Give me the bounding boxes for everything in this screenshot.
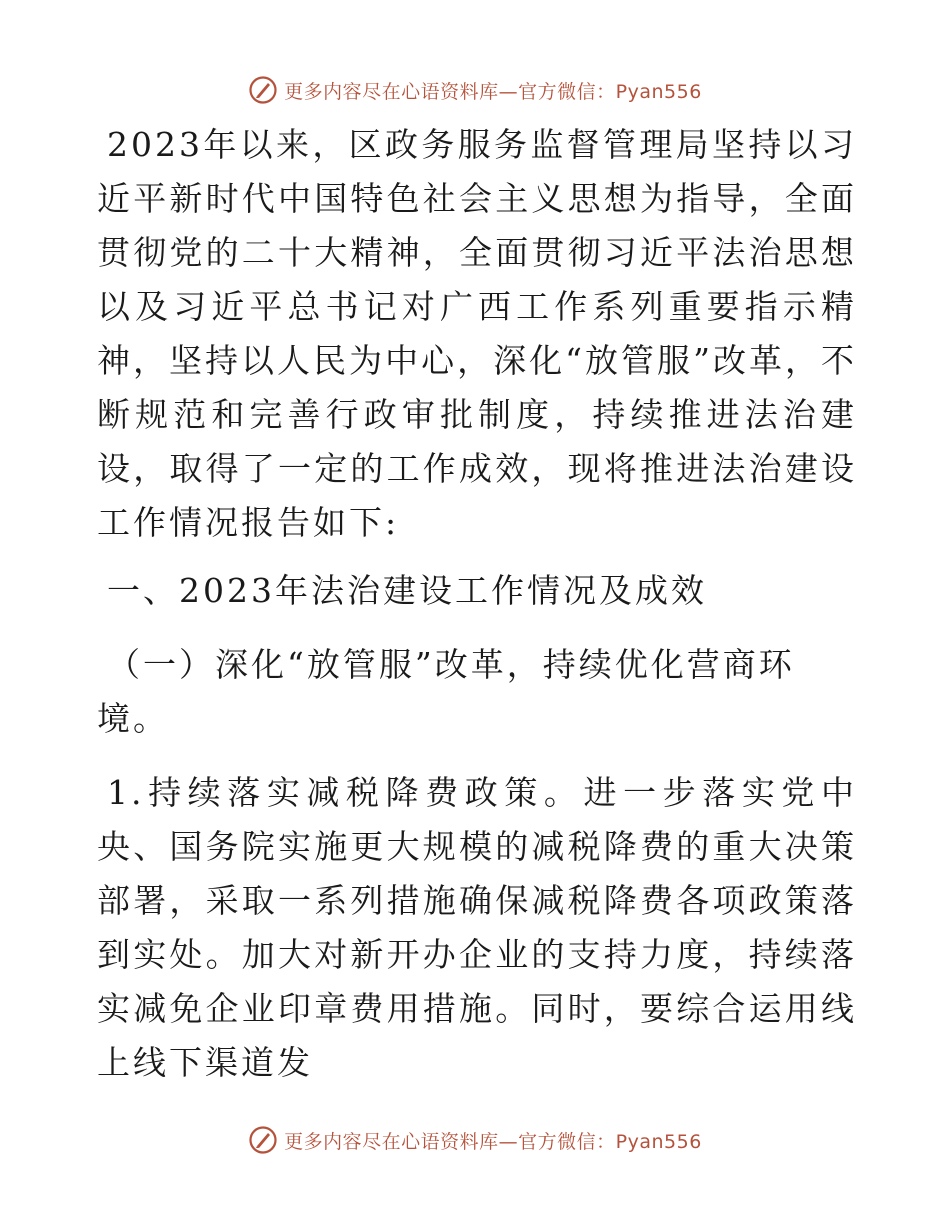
watermark-text: 更多内容尽在心语资料库—官方微信：Pyan556 bbox=[284, 1130, 702, 1153]
quill-seal-icon bbox=[248, 1125, 278, 1155]
item-paragraph: 1.持续落实减税降费政策。进一步落实党中央、国务院实施更大规模的减税降费的重大决策部署，采取一系列措施确保减税降费各项政策落到实处。加大对新开办企业的支持力度，持续落实减免企业印章费用措施。同时，要综合运用线上线下渠道发 bbox=[97, 773, 857, 1082]
document-body bbox=[97, 118, 857, 1090]
section-heading: 一、2023年法治建设工作情况及成效 bbox=[107, 571, 707, 610]
watermark-footer bbox=[0, 1120, 950, 1160]
quill-seal-icon bbox=[248, 75, 278, 105]
intro-paragraph: 2023年以来，区政务服务监督管理局坚持以习近平新时代中国特色社会主义思想为指导，全面贯彻党的二十大精神，全面贯彻习近平法治思想以及习近平总书记对广西工作系列重要指示精神，坚持以人民为中心，深化“放管服”改革，不断规范和完善行政审批制度，持续推进法治建设，取得了一定的工作成效，现将推进法治建设工作情况报告如下: bbox=[97, 125, 857, 542]
watermark-header bbox=[0, 70, 950, 110]
watermark-text: 更多内容尽在心语资料库—官方微信：Pyan556 bbox=[284, 80, 702, 103]
subsection-heading: （一）深化“放管服”改革，持续优化营商环境。 bbox=[97, 645, 795, 738]
